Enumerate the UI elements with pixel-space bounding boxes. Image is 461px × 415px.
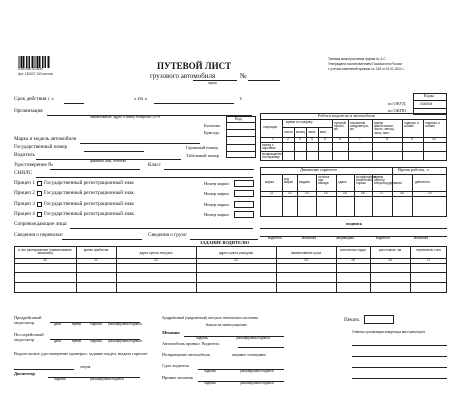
task-col-load: адрес пункта погрузки <box>139 251 173 255</box>
task-col-arrival: время прибытия <box>83 248 109 252</box>
task-col-tons: перевезено тонн <box>416 248 441 252</box>
fuel-col-coef: коэффициент изменения нормы <box>356 175 377 186</box>
code-label: Код <box>235 116 243 121</box>
brigade-label: Бригада <box>204 130 219 135</box>
article-number: Арт. 130007 100 листов <box>18 72 53 76</box>
form-title: ПУТЕВОЙ ЛИСТ <box>157 61 232 71</box>
sig-mechanic-1: механика <box>302 236 317 240</box>
work-col-speedo: показание спидометра, км <box>350 121 369 132</box>
task-num-24: 24 <box>304 258 308 262</box>
sched-label: время по графику <box>286 120 313 124</box>
op-label: операция <box>263 125 278 129</box>
trailer-num-3: Номер марки <box>204 202 229 207</box>
post-trip-label: Послерейсовый медосмотр <box>14 332 44 342</box>
sched-col-day: число <box>284 130 293 134</box>
year-suffix: г. <box>240 96 243 102</box>
work-col-sign1: подпись и штамп <box>404 121 419 129</box>
fuel-col-handed: сдано <box>338 180 347 184</box>
series-label: серия <box>208 81 217 85</box>
task-col-cargo: наименование груза <box>290 251 322 255</box>
state-num-label: Государственный номер <box>14 144 68 150</box>
task-num-26: 26 <box>388 258 392 262</box>
work-col-actual: время фактическое, число, месяц, часы, мин. <box>374 121 395 135</box>
task-num-23: 23 <box>234 258 238 262</box>
garage-label: Гаражный номер <box>186 145 218 150</box>
snils-label: СНИЛС <box>14 170 32 176</box>
fuel-num-19: 19 <box>428 191 432 195</box>
class-label: Класс <box>148 162 161 168</box>
post-sign: подпись <box>90 339 103 343</box>
work-num-5: 5 <box>324 137 326 141</box>
number-sign: № <box>240 72 247 80</box>
work-row-out: выезд с парковки <box>262 143 276 151</box>
column-label: Колонна <box>204 123 220 128</box>
work-num-4: 4 <box>311 137 313 141</box>
task-col-unload: адрес пункта разгрузки <box>218 251 254 255</box>
escort-label: Сопровождающие лица: <box>14 221 68 227</box>
work-num-7: 7 <box>359 137 361 141</box>
fuel-num-13: 13 <box>305 191 309 195</box>
fuel-col-equip: время работы спецоборудования <box>374 175 402 186</box>
work-num-8: 8 <box>386 137 388 141</box>
mech-decode: расшифровка подписи <box>236 336 270 340</box>
form-info-3: с учетом изменений приказа № 138 от 01.01.2021 г. <box>328 67 405 71</box>
form-info-2: Утверждена постановлением Госкомстата России <box>328 62 402 66</box>
task-num-25: 25 <box>351 258 355 262</box>
dispatcher-label: Диспетчер <box>14 371 36 376</box>
driver-hint: фамилия, имя, отчество <box>90 159 127 163</box>
transport-label: Сведения о перевозке: <box>14 232 64 238</box>
handed-label: Сдал водитель <box>162 363 190 368</box>
form-subtitle: грузового автомобиля <box>150 72 216 80</box>
mechanic-label: Механик <box>162 330 180 335</box>
sig-fueler: заправщика <box>336 236 354 240</box>
trailer-state-1: Государственный регистрационный знак <box>44 180 134 186</box>
trailer-4: Прицеп 4 <box>14 211 35 217</box>
trailer-num-4: Номер марки <box>204 212 229 217</box>
trailer-state-4: Государственный регистрационный знак <box>44 211 134 217</box>
fuel-num-14: 14 <box>324 191 328 195</box>
work-num-3: 3 <box>299 137 301 141</box>
stamp-box <box>364 315 394 324</box>
trailer-num-2: Номер марки <box>204 191 229 196</box>
accepted-label: Автомобиль принял: Водитель <box>162 341 220 346</box>
fuel-num-17: 17 <box>380 191 384 195</box>
pre-sign: подпись <box>90 322 103 326</box>
tabel-label: Табельный номер <box>186 153 219 158</box>
work-num-9: 9 <box>411 137 413 141</box>
pre-trip-label: Предрейсовый медосмотр <box>14 315 42 325</box>
trailer-state-3: Государственный регистрационный знак <box>44 201 134 207</box>
time-title: Время работы, ч <box>398 167 429 172</box>
fuel-title: Движение горючего <box>300 167 338 172</box>
sched-col-min: мин. <box>320 130 327 134</box>
accmech-sign: подпись <box>204 381 217 385</box>
fuel-num-18: 18 <box>400 191 404 195</box>
sig-driver-2: водителя <box>376 236 390 240</box>
work-num-10: 10 <box>432 137 436 141</box>
fuel-col-code: код марки <box>284 177 293 185</box>
fuel-col-issued: выдано <box>299 180 311 184</box>
validity-to: » по « <box>134 96 148 102</box>
disp-decode: расшифровка подписи <box>90 377 124 381</box>
task-num-20: 20 <box>43 258 47 262</box>
trailer-3: Прицеп 3 <box>14 201 35 207</box>
trailer-1: Прицеп 1 <box>14 180 35 186</box>
okpo-label: по ОКПО <box>388 108 407 113</box>
fuel-num-15: 15 <box>343 191 347 195</box>
liters-label: литров <box>80 365 91 369</box>
form-info-1: Типовая межотраслевая форма № 4-С <box>328 57 386 61</box>
pre-decode: расшифровка подписи <box>108 322 142 326</box>
fuel-col-engine: двигателя <box>415 180 430 184</box>
driver-label: Водитель <box>14 152 35 158</box>
post-time: время <box>72 339 82 343</box>
sched-col-month: месяц <box>296 130 306 134</box>
work-col-sign2: подпись и штамп <box>425 121 440 129</box>
fuel-col-brand: марка <box>265 180 274 184</box>
control-pre: Предрейсовый (предсменный) контроль технического состояния <box>162 316 258 320</box>
work-title: Работа водителя и автомобиля <box>318 113 375 118</box>
return-label: Возвращение автомобиля <box>162 352 210 357</box>
handed-decode: расшифровка подписи <box>240 369 274 373</box>
task-title: ЗАДАНИЕ ВОДИТЕЛЮ <box>200 240 250 245</box>
fuel-num-12: 12 <box>288 191 292 195</box>
task-num-27: 27 <box>426 258 431 262</box>
post-decode: расшифровка подписи <box>108 339 142 343</box>
okud-value: 0345004 <box>420 102 433 106</box>
okud-label: по ОКУД <box>388 101 406 106</box>
work-col-zero: нулевой пробег, км <box>334 121 347 132</box>
validity-label: Срок действия с « <box>14 96 54 102</box>
sched-col-hours: часы <box>308 130 316 134</box>
disp-sign: подпись <box>54 377 67 381</box>
codes-label: Коды <box>424 93 434 98</box>
handed-sign: подпись <box>204 369 217 373</box>
task-col-trips: количество ездок <box>340 248 366 252</box>
barcode-number: 4 602450 019334 <box>18 67 43 71</box>
post-date: дата <box>54 339 61 343</box>
task-col-distance: расстояние, км <box>378 248 402 252</box>
accepted-mech: Принял механик <box>162 375 193 380</box>
marks-label: Отметки организации-владельца автотранспорта <box>352 330 426 334</box>
return-state: исправен / неисправен <box>232 353 266 357</box>
car-label: Марка и модель автомобиля <box>14 136 77 142</box>
task-num-22: 22 <box>154 258 158 262</box>
org-hint: наименование, адрес и номер телефона ОГРН <box>90 115 160 119</box>
license-check: Водительское удостоверение проверил, задание выдал, выдать горючее <box>14 351 148 356</box>
license-label: Удостоверение № <box>14 162 54 168</box>
task-col-customer: в чье распоряжение (наименование заказчика) <box>18 248 72 256</box>
pre-time: время <box>72 322 82 326</box>
trailer-state-2: Государственный регистрационный знак <box>44 190 134 196</box>
fuel-num-16: 16 <box>361 191 365 195</box>
org-label: Организация <box>14 108 43 114</box>
vehicle-ok: Выпуск на линию разрешен <box>206 323 248 327</box>
pre-date: дата <box>54 322 61 326</box>
task-num-21: 21 <box>94 258 98 262</box>
fuel-col-rest: остаток при выезде <box>318 175 330 186</box>
mech-sign: подпись <box>196 336 209 340</box>
freight-label: Сведения о грузе: <box>148 232 188 238</box>
sig-mechanic-2: механика <box>414 236 429 240</box>
stamp-label: Печать <box>344 317 360 323</box>
sig-driver-1: водителя <box>268 236 282 240</box>
accmech-decode: расшифровка подписи <box>240 381 274 385</box>
fuel-num-11: 11 <box>270 191 274 195</box>
trailer-2: Прицеп 2 <box>14 190 35 196</box>
work-num-1: 1 <box>272 137 274 141</box>
work-num-6: 6 <box>339 137 341 141</box>
work-row-back: возвращение на парковку <box>262 152 282 160</box>
trailer-num-1: Номер марки <box>204 181 229 186</box>
signatures-head: подпись <box>346 221 363 226</box>
work-num-2: 2 <box>287 137 289 141</box>
